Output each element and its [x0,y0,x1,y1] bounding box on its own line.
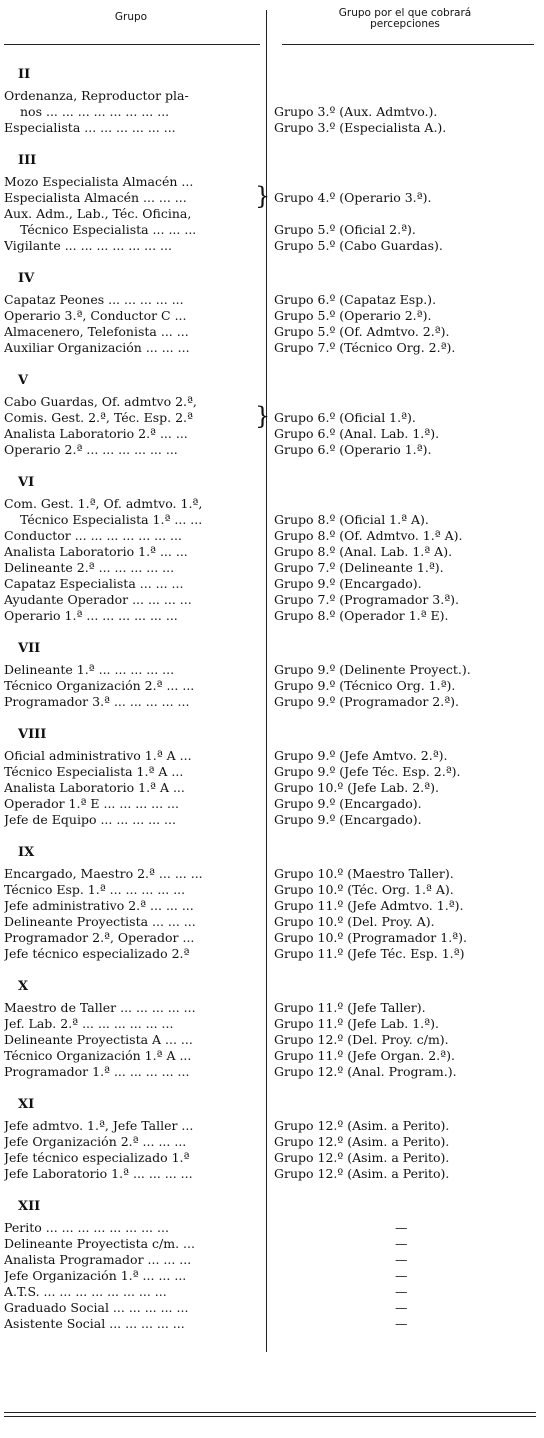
category-cell: Operario 3.ª, Conductor C ... [4,309,187,323]
category-cell: Perito ... ... ... ... ... ... ... ... [4,1221,169,1235]
table-row [0,120,544,136]
category-cell: Delineante Proyectista A ... ... [4,1033,193,1047]
category-cell: Jefe Organización 2.ª ... ... ... [4,1135,187,1149]
category-cell: A.T.S. ... ... ... ... ... ... ... ... [4,1285,167,1299]
category-cell: nos ... ... ... ... ... ... ... ... [20,105,170,119]
paid-group-cell: Grupo 10.º (Programador 1.ª). [274,931,467,945]
table-row [0,1150,544,1166]
table-row [0,1000,544,1016]
paid-group-cell: Grupo 12.º (Del. Proy. c/m). [274,1033,449,1047]
paid-group-cell: Grupo 12.º (Anal. Program.). [274,1065,457,1079]
paid-group-cell: Grupo 9.º (Encargado). [274,797,422,811]
table-row [0,1016,544,1032]
header-rule-left [4,44,260,45]
table-row [0,898,544,914]
paid-group-cell: Grupo 3.º (Aux. Admtvo.). [274,105,438,119]
paid-group-cell: Grupo 6.º (Oficial 1.ª). [274,411,416,425]
table-row [0,340,544,356]
paid-group-cell: Grupo 8.º (Operador 1.ª E). [274,609,449,623]
table-row [0,1220,544,1236]
paid-group-cell: Grupo 8.º (Anal. Lab. 1.ª A). [274,545,453,559]
empty-value-dash: — [395,1317,408,1331]
table-row [0,426,544,442]
table-row [0,678,544,694]
category-cell: Almacenero, Telefonista ... ... [4,325,189,339]
category-cell: Delineante 1.ª ... ... ... ... ... [4,663,175,677]
paid-group-cell: Grupo 11.º (Jefe Lab. 1.ª). [274,1017,439,1031]
section-label: VII [18,641,41,656]
paid-group-cell: Grupo 8.º (Of. Admtvo. 1.ª A). [274,529,463,543]
category-cell: Comis. Gest. 2.ª, Téc. Esp. 2.ª [4,411,193,425]
section-label: II [18,67,31,82]
category-cell: Analista Laboratorio 1.ª ... ... [4,545,188,559]
table-row [0,796,544,812]
section-label: XII [18,1199,41,1214]
category-cell: Especialista ... ... ... ... ... ... [4,121,176,135]
table-row [0,528,544,544]
table-row [0,1032,544,1048]
paid-group-cell: Grupo 10.º (Téc. Org. 1.ª A). [274,883,454,897]
section-heading [0,624,544,662]
table-row [0,1166,544,1182]
table-row [0,496,544,512]
paid-group-cell: Grupo 5.º (Of. Admtvo. 2.ª). [274,325,450,339]
table-row [0,662,544,678]
category-cell: Operario 2.ª ... ... ... ... ... ... [4,443,178,457]
category-cell: Ordenanza, Reproductor pla- [4,89,189,103]
table-row [0,560,544,576]
paid-group-cell: Grupo 7.º (Delineante 1.ª). [274,561,444,575]
category-cell: Operario 1.ª ... ... ... ... ... ... [4,609,178,623]
table-row [0,592,544,608]
table-row [0,1252,544,1268]
paid-group-cell: Grupo 11.º (Jefe Téc. Esp. 1.ª) [274,947,465,961]
category-cell: Conductor ... ... ... ... ... ... ... [4,529,182,543]
paid-group-cell: Grupo 7.º (Programador 3.ª). [274,593,460,607]
table-row [0,394,544,410]
table-row [0,544,544,560]
section-label: VI [18,475,35,490]
table-row [0,882,544,898]
category-cell: Capataz Peones ... ... ... ... ... [4,293,184,307]
table-row [0,1048,544,1064]
column-header-paid-group [270,8,540,30]
table-row [0,222,544,238]
paid-group-cell: Grupo 9.º (Jefe Téc. Esp. 2.ª). [274,765,461,779]
paid-group-cell: Grupo 5.º (Cabo Guardas). [274,239,443,253]
section-heading [0,458,544,496]
table-row [0,442,544,458]
table-row [0,946,544,962]
table-row [0,292,544,308]
table-row [0,1236,544,1252]
category-cell: Vigilante ... ... ... ... ... ... ... [4,239,172,253]
category-cell: Jef. Lab. 2.ª ... ... ... ... ... ... [4,1017,174,1031]
section-heading [0,962,544,1000]
paid-group-cell: Grupo 4.º (Operario 3.ª). [274,191,432,205]
paid-group-cell: Grupo 10.º (Maestro Taller). [274,867,454,881]
table-row [0,866,544,882]
section-heading [0,254,544,292]
section-label: VIII [18,727,47,742]
column-header-group: Grupo [114,11,148,23]
category-cell: Encargado, Maestro 2.ª ... ... ... [4,867,203,881]
empty-value-dash: — [395,1269,408,1283]
category-cell: Especialista Almacén ... ... ... [4,191,187,205]
category-cell: Delineante 2.ª ... ... ... ... ... [4,561,175,575]
table-row [0,88,544,104]
table-row [0,206,544,222]
table-row [0,512,544,528]
paid-group-cell: Grupo 5.º (Oficial 2.ª). [274,223,416,237]
category-cell: Auxiliar Organización ... ... ... [4,341,190,355]
paid-group-cell: Grupo 12.º (Asim. a Perito). [274,1167,450,1181]
section-label: IX [18,845,35,860]
section-heading [0,828,544,866]
header-rule-right [282,44,534,45]
category-cell: Graduado Social ... ... ... ... ... [4,1301,189,1315]
column-header-paid-group-line2: percepciones [370,18,440,30]
empty-value-dash: — [395,1237,408,1251]
category-cell: Técnico Especialista ... ... ... [20,223,197,237]
category-cell: Asistente Social ... ... ... ... ... [4,1317,185,1331]
table-row [0,930,544,946]
paid-group-cell: Grupo 5.º (Operario 2.ª). [274,309,432,323]
paid-group-cell: Grupo 3.º (Especialista A.). [274,121,447,135]
paid-group-cell: Grupo 9.º (Encargado). [274,577,422,591]
category-cell: Operador 1.ª E ... ... ... ... ... [4,797,179,811]
category-cell: Jefe Organización 1.ª ... ... ... [4,1269,187,1283]
category-cell: Analista Laboratorio 2.ª ... ... [4,427,188,441]
paid-group-cell: Grupo 12.º (Asim. a Perito). [274,1151,450,1165]
paid-group-cell: Grupo 6.º (Operario 1.ª). [274,443,432,457]
section-heading [0,1182,544,1220]
table-row [0,764,544,780]
section-heading [0,710,544,748]
category-cell: Jefe Laboratorio 1.ª ... ... ... ... [4,1167,193,1181]
paid-group-cell: Grupo 9.º (Encargado). [274,813,422,827]
category-cell: Ayudante Operador ... ... ... ... [4,593,192,607]
paid-group-cell: Grupo 7.º (Técnico Org. 2.ª). [274,341,456,355]
table-row [0,104,544,120]
table-row [0,1134,544,1150]
table-row [0,1316,544,1332]
category-cell: Técnico Esp. 1.ª ... ... ... ... ... [4,883,186,897]
category-cell: Jefe de Equipo ... ... ... ... ... [4,813,176,827]
category-cell: Jefe técnico especializado 1.ª [4,1151,190,1165]
table-row [0,608,544,624]
category-cell: Aux. Adm., Lab., Téc. Oficina, [4,207,192,221]
paid-group-cell: Grupo 10.º (Del. Proy. A). [274,915,435,929]
category-cell: Maestro de Taller ... ... ... ... ... [4,1001,196,1015]
category-cell: Técnico Organización 2.ª ... ... [4,679,195,693]
table-body [0,50,544,1332]
section-label: III [18,153,37,168]
category-cell: Delineante Proyectista c/m. ... [4,1237,195,1251]
category-cell: Técnico Especialista 1.ª ... ... [20,513,203,527]
paid-group-cell: Grupo 8.º (Oficial 1.ª A). [274,513,429,527]
section-label: X [18,979,29,994]
category-cell: Oficial administrativo 1.ª A ... [4,749,192,763]
category-cell: Capataz Especialista ... ... ... [4,577,184,591]
table-row [0,308,544,324]
table-row [0,748,544,764]
paid-group-cell: Grupo 11.º (Jefe Organ. 2.ª). [274,1049,455,1063]
category-cell: Jefe admtvo. 1.ª, Jefe Taller ... [4,1119,194,1133]
category-cell: Mozo Especialista Almacén ... [4,175,194,189]
column-header-paid-group-line1: Grupo por el que cobrará [338,7,472,19]
section-label: V [18,373,29,388]
paid-group-cell: Grupo 12.º (Asim. a Perito). [274,1119,450,1133]
table-row [0,1300,544,1316]
table-row [0,238,544,254]
table-row [0,780,544,796]
table-row [0,694,544,710]
section-heading [0,1080,544,1118]
brace-icon: } [255,402,271,430]
empty-value-dash: — [395,1221,408,1235]
table-row [0,1268,544,1284]
empty-value-dash: — [395,1253,408,1267]
table-row [0,324,544,340]
table-row [0,812,544,828]
paid-group-cell: Grupo 11.º (Jefe Admtvo. 1.ª). [274,899,464,913]
category-cell: Programador 1.ª ... ... ... ... ... [4,1065,190,1079]
paid-group-cell: Grupo 11.º (Jefe Taller). [274,1001,426,1015]
category-cell: Programador 2.ª, Operador ... [4,931,195,945]
paid-group-cell: Grupo 9.º (Programador 2.ª). [274,695,460,709]
bottom-rule [4,1412,536,1413]
empty-value-dash: — [395,1285,408,1299]
section-heading [0,356,544,394]
paid-group-cell: Grupo 10.º (Jefe Lab. 2.ª). [274,781,439,795]
table-row [0,1284,544,1300]
brace-icon: } [255,182,271,210]
category-cell: Técnico Especialista 1.ª A ... [4,765,184,779]
category-cell: Delineante Proyectista ... ... ... [4,915,196,929]
section-heading [0,50,544,88]
table-row [0,914,544,930]
empty-value-dash: — [395,1301,408,1315]
section-heading [0,136,544,174]
category-cell: Cabo Guardas, Of. admtvo 2.ª, [4,395,197,409]
table-row [0,576,544,592]
paid-group-cell: Grupo 9.º (Jefe Amtvo. 2.ª). [274,749,448,763]
category-cell: Com. Gest. 1.ª, Of. admtvo. 1.ª, [4,497,203,511]
table-row [0,174,544,190]
section-label: IV [18,271,35,286]
category-cell: Analista Programador ... ... ... [4,1253,192,1267]
category-cell: Analista Laboratorio 1.ª A ... [4,781,185,795]
category-cell: Programador 3.ª ... ... ... ... ... [4,695,190,709]
table-row [0,1118,544,1134]
category-cell: Jefe técnico especializado 2.ª [4,947,190,961]
category-cell: Jefe administrativo 2.ª ... ... ... [4,899,194,913]
section-label: XI [18,1097,35,1112]
paid-group-cell: Grupo 9.º (Delinente Proyect.). [274,663,471,677]
table-row [0,1064,544,1080]
paid-group-cell: Grupo 6.º (Anal. Lab. 1.ª). [274,427,440,441]
paid-group-cell: Grupo 9.º (Técnico Org. 1.ª). [274,679,456,693]
paid-group-cell: Grupo 6.º (Capataz Esp.). [274,293,437,307]
bottom-rule-secondary [4,1416,536,1417]
category-cell: Técnico Organización 1.ª A ... [4,1049,192,1063]
paid-group-cell: Grupo 12.º (Asim. a Perito). [274,1135,450,1149]
